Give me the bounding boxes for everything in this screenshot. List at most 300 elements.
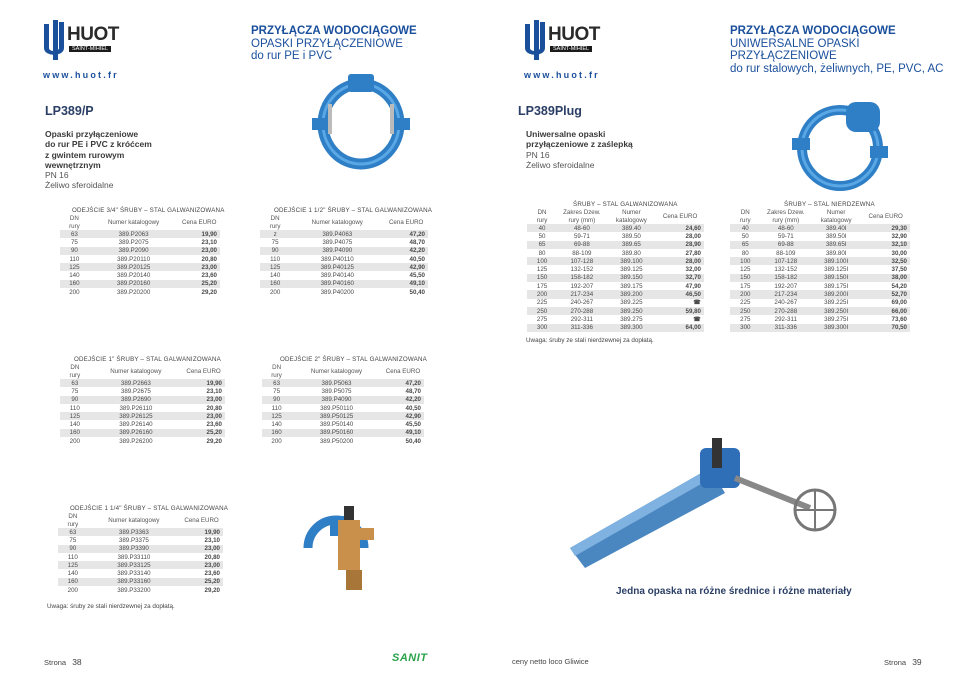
cell-price: ☎ (693, 315, 701, 323)
cell-dn: 125 (58, 561, 88, 569)
cell-dn: 300 (527, 324, 557, 332)
cell-price: 23,00 (178, 263, 220, 271)
table-row (58, 553, 223, 561)
cell-price: 19,90 (178, 230, 220, 238)
cell-dn: 275 (740, 315, 751, 323)
cell-dn: 75 (271, 238, 279, 246)
cell-price: 23,10 (204, 536, 220, 544)
cell-range: 88-109 (572, 249, 592, 257)
table-row (730, 232, 910, 240)
table-block (262, 356, 427, 445)
table-row (260, 271, 428, 279)
cell-dn: 80 (538, 249, 546, 257)
cell-price: 48,70 (405, 387, 421, 395)
cell-range: 59-71 (777, 232, 794, 240)
table-row (260, 247, 428, 255)
table-row (60, 238, 220, 246)
brass-fitting-image (300, 498, 380, 598)
table-row (262, 429, 424, 437)
table-row (730, 315, 910, 323)
col-header-price: Cena EURO (184, 516, 219, 524)
cell-price: 23,60 (204, 570, 220, 578)
page-label: Strona (884, 658, 907, 667)
cell-catalog: 389.65I (811, 241, 861, 249)
cell-dn: 175 (740, 282, 751, 290)
cell-catalog: 389.40I (811, 224, 861, 232)
price-table (260, 214, 428, 296)
table-row (730, 265, 910, 273)
table-row (527, 299, 704, 307)
header-title: PRZYŁĄCZA WODOCIĄGOWE (730, 25, 896, 37)
brand-site[interactable]: www.huot.fr (524, 70, 600, 80)
cell-price: 29,20 (201, 288, 217, 296)
col-header-catalog: Numer katalogowy (110, 367, 162, 375)
cell-dn: 225 (536, 299, 548, 307)
cell-catalog: 389.P20110 (117, 255, 151, 263)
cell-price: 23,60 (206, 421, 222, 429)
cell-dn: 110 (67, 553, 78, 561)
cell-price: 23,00 (180, 545, 223, 553)
cell-catalog: 389.P26140 (119, 421, 153, 429)
desc-line: PN 16 (526, 149, 550, 160)
col-header-catalog: Numer katalogowy (108, 516, 160, 524)
cell-dn: 140 (271, 421, 282, 429)
cell-dn: 200 (69, 437, 80, 445)
cell-price: 24,60 (656, 224, 704, 232)
cell-range: 107-128 (761, 257, 811, 265)
brand-name: HUOT (67, 24, 119, 45)
price-table (60, 214, 220, 296)
col-header-catalog: Numer katalogowy (310, 367, 363, 375)
cell-catalog: 389.80I (825, 249, 847, 257)
cell-catalog: 389.P33110 (117, 553, 151, 561)
cell-catalog: 389.40 (607, 224, 657, 232)
table-row (60, 404, 225, 412)
cell-catalog: 389.P2075 (118, 238, 149, 246)
cell-price: 73,60 (891, 315, 907, 323)
col-header-catalog: Numer (622, 208, 641, 216)
cell-price: 32,00 (685, 266, 701, 274)
cell-range: 311-336 (557, 324, 607, 332)
table-row (262, 396, 424, 404)
cell-price: 23,00 (178, 247, 220, 255)
cell-dn: 90 (60, 396, 90, 404)
cell-catalog: 389.175 (620, 282, 643, 290)
col-header-catalog-sub: katalogowy (820, 216, 852, 224)
table-block (730, 201, 910, 332)
table-row (60, 280, 220, 288)
page-footer-left (44, 657, 82, 667)
cell-price: 52,70 (861, 290, 910, 298)
cell-dn: 90 (262, 396, 291, 404)
desc-line: Żeliwo sferoidalne (526, 159, 595, 170)
table-row (58, 561, 223, 569)
cell-catalog: 389.P40160 (290, 280, 384, 288)
cell-catalog: 389.P3363 (88, 528, 180, 536)
desc-line: do rur PE i PVC z króćcem (45, 139, 152, 150)
cell-catalog: 389.P4090 (290, 247, 384, 255)
cell-dn: 160 (262, 429, 291, 437)
cell-dn: 65 (730, 241, 761, 249)
cell-range: 270-288 (557, 307, 607, 315)
cell-dn: 200 (527, 290, 557, 298)
cell-dn: 65 (527, 241, 557, 249)
cell-price: 23,00 (182, 412, 225, 420)
table-row (527, 232, 704, 240)
cell-dn: 160 (60, 429, 90, 437)
cell-catalog: 389.P26160 (90, 429, 182, 437)
table-row (527, 315, 704, 323)
cell-dn: 75 (69, 536, 77, 544)
cell-dn: 90 (58, 545, 88, 553)
cell-price: 20,80 (206, 404, 222, 412)
cell-price: 20,80 (204, 553, 220, 561)
universal-clamp-image (788, 94, 896, 198)
desc-line: wewnętrznym (45, 159, 101, 170)
col-header-catalog: Numer katalogowy (107, 218, 160, 226)
left-header (251, 25, 417, 63)
cell-range: 240-267 (774, 299, 798, 307)
table-row (527, 241, 704, 249)
cell-dn: 160 (58, 578, 88, 586)
cell-catalog: 389.65 (607, 241, 657, 249)
cell-catalog: 389.P4075 (322, 238, 353, 246)
cell-range: 311-336 (761, 324, 811, 332)
col-header-catalog: Numer (826, 208, 846, 216)
cell-price: 23,60 (201, 272, 217, 280)
brand-name: HUOT (548, 24, 600, 45)
cell-range: 158-182 (557, 274, 607, 282)
desc-line: PN 16 (45, 170, 69, 181)
cell-range: 270-288 (761, 307, 811, 315)
header-line: do rur PE i PVC (251, 50, 333, 62)
cell-dn: 110 (270, 255, 281, 263)
table-caption: ŚRUBY – STAL GALWANIZOWANA (573, 201, 678, 208)
brand-site[interactable]: www.huot.fr (43, 70, 119, 80)
col-header-dn-sub: rury (739, 216, 751, 224)
desc-line: z gwintem rurowym (45, 149, 125, 160)
col-header-catalog-sub: katalogowy (615, 216, 647, 224)
table-row (60, 247, 220, 255)
col-header-price: Cena EURO (186, 367, 221, 375)
cell-catalog: 389.P33140 (117, 570, 151, 578)
cell-catalog: 389.P26125 (90, 412, 182, 420)
note: Uwaga: śruby ze stali nierdzewnej za dopłatą. (526, 337, 654, 344)
table-row (262, 420, 424, 428)
table-block (260, 207, 432, 296)
cell-dn: 75 (273, 387, 281, 395)
table-row (527, 265, 704, 273)
cell-catalog: 389.P40200 (320, 288, 354, 296)
table-row (60, 387, 225, 395)
cell-dn: 150 (527, 274, 557, 282)
table-caption: ODEJŚCIE 1" ŚRUBY – STAL GALWANIZOWANA (74, 356, 221, 363)
cell-catalog: 389.250I (811, 307, 861, 315)
cell-price: 32,10 (861, 241, 910, 249)
col-header-dn-sub: rury (269, 222, 281, 230)
cell-range: 88-109 (776, 249, 796, 257)
cell-dn: 125 (260, 263, 290, 271)
footer-center: ceny netto loco Gliwice (512, 657, 589, 666)
table-block (60, 356, 225, 445)
cell-range: 69-88 (557, 241, 607, 249)
table-row (262, 437, 424, 445)
cell-price: 25,20 (178, 280, 220, 288)
cell-range: 132-152 (570, 266, 594, 274)
cell-range: 292-311 (774, 315, 797, 323)
cell-catalog: 389.275 (620, 315, 643, 323)
page-footer-right (884, 657, 922, 667)
cell-range: 48-60 (557, 224, 607, 232)
cell-price: 42,90 (384, 263, 428, 271)
cell-dn: 50 (741, 232, 749, 240)
cell-dn: 140 (69, 272, 80, 280)
cell-catalog: 389.P2090 (89, 247, 179, 255)
table-row (730, 224, 910, 232)
table-row (730, 241, 910, 249)
cell-catalog: 389.50 (621, 232, 641, 240)
cell-catalog: 389.P50160 (291, 429, 382, 437)
cell-catalog: 389.P20200 (116, 288, 151, 296)
cell-catalog: 389.250 (607, 307, 657, 315)
table-caption: ODEJŚCIE 2" ŚRUBY – STAL GALWANIZOWANA (280, 356, 427, 363)
cell-price: 25,20 (182, 429, 225, 437)
cell-dn: 125 (740, 266, 751, 274)
table-row (260, 238, 428, 246)
price-table (527, 208, 704, 332)
cell-price: 19,90 (182, 379, 225, 387)
cell-price: 19,90 (180, 528, 223, 536)
cell-price: 29,20 (206, 437, 222, 445)
cell-dn: 300 (730, 324, 761, 332)
table-row (730, 249, 910, 257)
cell-dn: 100 (730, 257, 761, 265)
cell-price: 37,50 (891, 266, 907, 274)
table-row (60, 412, 225, 420)
table-row (730, 282, 910, 290)
cell-price: 28,00 (656, 257, 704, 265)
cell-dn: 63 (262, 379, 291, 387)
table-block (527, 201, 704, 332)
col-header-price: Cena EURO (388, 218, 424, 226)
cell-catalog: 389.200I (811, 290, 861, 298)
table-row (730, 299, 910, 307)
table-row (58, 528, 223, 536)
cell-catalog: 389.P33200 (117, 586, 151, 594)
desc-line: Żeliwo sferoidalne (45, 180, 114, 191)
cell-price: 40,50 (409, 255, 425, 263)
cell-dn: 140 (269, 272, 281, 280)
cell-dn: 125 (536, 266, 548, 274)
cell-dn: 50 (538, 232, 546, 240)
cell-dn: 200 (271, 437, 282, 445)
desc-line: Opaski przyłączeniowe (45, 129, 139, 139)
cell-dn: 200 (67, 586, 78, 594)
cell-price: 20,80 (201, 255, 217, 263)
col-header-dn: DN (270, 214, 280, 222)
cell-dn: 75 (70, 238, 78, 246)
cell-catalog: 389.125 (620, 266, 643, 274)
col-header-price: Cena EURO (385, 367, 421, 375)
cell-catalog: 389.P50125 (291, 412, 382, 420)
col-header-price: Cena EURO (662, 212, 698, 220)
brand-sub: SAINT-MIHIEL (550, 46, 592, 52)
col-header-dn-sub: rury (271, 371, 282, 379)
cell-catalog: 389.P50200 (319, 437, 354, 445)
page-number: 38 (72, 657, 82, 667)
cell-price: 30,00 (891, 249, 907, 257)
huot-logo-left (43, 20, 121, 80)
installation-tool-image (570, 438, 840, 568)
cell-dn: 125 (60, 412, 90, 420)
cell-dn: 63 (60, 379, 90, 387)
price-table (262, 363, 424, 445)
cell-price: 42,20 (382, 396, 424, 404)
table-row (260, 280, 428, 288)
cell-catalog: 389.P2063 (89, 230, 179, 238)
cell-dn: 40 (730, 224, 761, 232)
cell-catalog: 389.P40110 (320, 255, 354, 263)
header-line: do rur stalowych, żeliwnych, PE, PVC, AC (730, 62, 944, 75)
cell-dn: 75 (71, 387, 79, 395)
table-row (527, 324, 704, 332)
table-row (60, 230, 220, 238)
cell-range: 217-234 (761, 290, 811, 298)
cell-price: ☎ (693, 299, 701, 307)
table-row (60, 263, 220, 271)
cell-dn: 200 (269, 288, 281, 296)
cell-price: 66,00 (861, 307, 910, 315)
cell-price: 48,70 (409, 238, 425, 246)
cell-price: 64,00 (656, 324, 704, 332)
table-row (58, 545, 223, 553)
col-header-catalog: Numer katalogowy (311, 218, 363, 226)
table-row (58, 586, 223, 594)
cell-catalog: 389.P2663 (90, 379, 182, 387)
cell-price: 32,90 (891, 232, 907, 240)
cell-range: 59-71 (573, 232, 590, 240)
cell-range: 48-60 (761, 224, 811, 232)
cell-catalog: 389.200 (607, 290, 657, 298)
col-header-dn: DN (68, 512, 78, 520)
table-row (527, 257, 704, 265)
cell-dn: 63 (58, 528, 88, 536)
cell-dn: 125 (60, 263, 89, 271)
header-title: PRZYŁĄCZA WODOCIĄGOWE (251, 25, 417, 37)
cell-dn: 250 (730, 307, 761, 315)
cell-range: 158-182 (761, 274, 811, 282)
right-header (730, 25, 943, 75)
cell-price: 70,50 (861, 324, 910, 332)
cell-catalog: 389.100 (607, 257, 657, 265)
cell-price: 23,10 (201, 238, 217, 246)
header-line: PRZYŁĄCZENIOWE (730, 50, 837, 62)
cell-dn: 200 (730, 290, 761, 298)
cell-catalog: 389.P20160 (89, 280, 179, 288)
cell-dn: 80 (741, 249, 749, 257)
cell-price: 38,00 (861, 274, 910, 282)
cell-catalog: 389.P5063 (291, 379, 382, 387)
cell-dn: 110 (69, 255, 80, 263)
table-row (262, 387, 424, 395)
table-row (60, 437, 225, 445)
cell-dn: 90 (260, 247, 290, 255)
table-row (730, 257, 910, 265)
table-caption: ODEJŚCIE 1 1/2" ŚRUBY – STAL GALWANIZOWANA (274, 207, 433, 214)
cell-dn: 125 (262, 412, 291, 420)
cell-dn: 160 (260, 280, 290, 288)
cell-catalog: 389.100I (811, 257, 861, 265)
col-header-dn: DN (537, 208, 547, 216)
product-description (45, 129, 152, 191)
cell-catalog: 389.150I (811, 274, 861, 282)
cell-dn: 160 (60, 280, 89, 288)
table-row (260, 288, 428, 296)
cell-dn: 100 (527, 257, 557, 265)
cell-price: 47,20 (384, 230, 428, 238)
table-caption: ODEJŚCIE 1 1/4" ŚRUBY – STAL GALWANIZOWANA (70, 505, 229, 512)
table-row (730, 324, 910, 332)
cell-dn: 110 (271, 404, 282, 412)
table-row (58, 578, 223, 586)
cell-range: 217-234 (557, 290, 607, 298)
col-header-dn: DN (740, 208, 750, 216)
cell-range: 292-311 (570, 315, 593, 323)
cell-catalog: 389.P4090 (291, 396, 382, 404)
cell-price: 45,50 (409, 272, 425, 280)
cell-catalog: 389.P33125 (88, 561, 180, 569)
cell-catalog: 389.P2690 (90, 396, 182, 404)
cell-catalog: 389.P40140 (320, 272, 354, 280)
cell-price: 40,50 (405, 404, 421, 412)
price-table (60, 363, 225, 445)
table-row (260, 255, 428, 263)
table-row (58, 569, 223, 577)
table-row (60, 271, 220, 279)
col-header-dn: DN (272, 363, 282, 371)
cell-price: 29,30 (861, 224, 910, 232)
table-row (60, 429, 225, 437)
price-table (58, 512, 223, 594)
col-header-dn-sub: rury (69, 222, 80, 230)
table-caption: ŚRUBY – STAL NIERDZEWNA (784, 201, 875, 208)
cell-dn: 140 (67, 570, 78, 578)
sanit-logo: SANIT (392, 652, 428, 664)
product-description (526, 129, 633, 170)
cell-price: 28,00 (685, 232, 701, 240)
cell-price: 54,20 (891, 282, 907, 290)
cell-dn: 200 (69, 288, 80, 296)
cell-catalog: 389.225 (620, 299, 643, 307)
cell-dn: 90 (60, 247, 89, 255)
huot-logo-mark-icon (524, 20, 546, 64)
product-code: LP389Plug (518, 104, 582, 118)
cell-price: 27,80 (685, 249, 701, 257)
cell-price: 46,50 (656, 290, 704, 298)
cell-price: 42,90 (382, 412, 424, 420)
desc-line: Uniwersalne opaski (526, 129, 606, 139)
cell-dn: 225 (740, 299, 751, 307)
table-row (262, 379, 424, 387)
col-header-price: Cena EURO (868, 212, 903, 220)
header-subtitle: OPASKI PRZYŁĄCZENIOWE (251, 37, 403, 50)
table-row (60, 255, 220, 263)
table-row (730, 290, 910, 298)
cell-catalog: 389.P50140 (319, 421, 354, 429)
slogan: Jedna opaska na różne średnice i różne materiały (616, 586, 852, 597)
cell-catalog: 389.P20140 (116, 272, 151, 280)
cell-catalog: 389.275I (824, 315, 849, 323)
